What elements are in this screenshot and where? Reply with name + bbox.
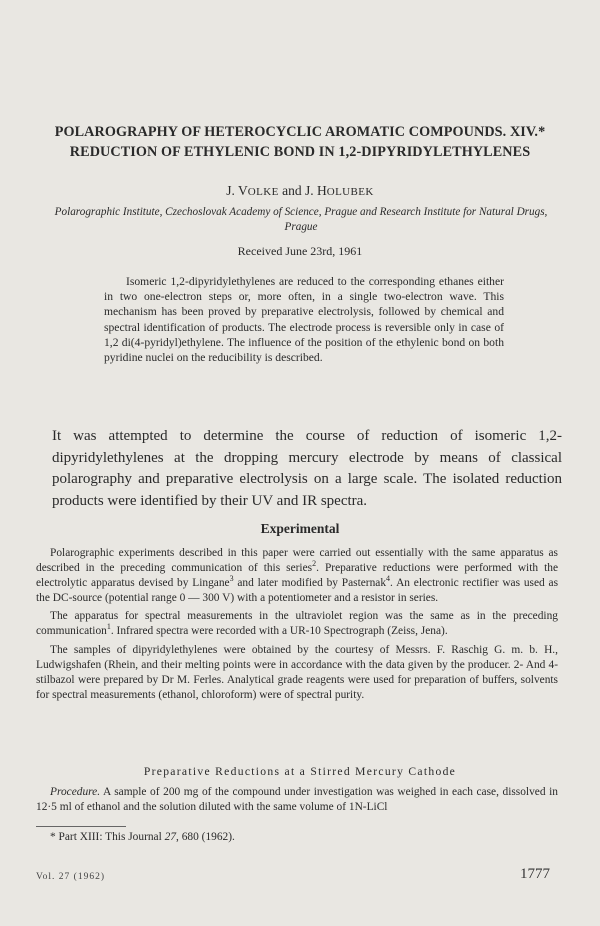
intro-paragraph: It was attempted to determine the course of reduction of isomeric 1,2-dipyridylethylenes at the dropping mercury electrode by means of classical polarography and preparative electrolysis on a large scale. The isolated reduction products were identified by their UV and IR spectra. bbox=[52, 428, 562, 509]
page-number: 1777 bbox=[520, 866, 550, 882]
procedure-label: Procedure. bbox=[50, 786, 101, 798]
footnote-text-b: , 680 (1962). bbox=[176, 831, 235, 843]
received-date: Received June 23rd, 1961 bbox=[237, 244, 363, 258]
author-1-surname: OLKE bbox=[247, 186, 279, 198]
paragraph-spectral bbox=[36, 609, 558, 639]
procedure-text: A sample of 200 mg of the compound under investigation was weighed in each case, dissolved in 12·5 ml of ethanol and the solution diluted with the same volume of 1N-LiCl bbox=[36, 786, 558, 814]
para1-text-a: Polarographic experiments described in this paper were carried out essentially with the same apparatus as described in the preceding communication of this series bbox=[36, 547, 558, 575]
para1-text-c: and later modified by Pasternak bbox=[233, 577, 387, 590]
ref-3: 3 bbox=[229, 574, 234, 584]
para2-text-a: The apparatus for spectral measurements in the ultraviolet region was the same as in the preceding communication bbox=[36, 610, 558, 638]
ref-4: 4 bbox=[386, 574, 391, 584]
article-title bbox=[30, 122, 570, 162]
experimental-body bbox=[36, 546, 558, 706]
para1-text-b: . Preparative reductions were performed with the electrolytic apparatus devised by Lingane bbox=[36, 562, 559, 590]
introduction bbox=[52, 426, 562, 512]
author-2-surname: OLUBEK bbox=[326, 186, 374, 198]
abstract: Isomeric 1,2-dipyridylethylenes are reduced to the corresponding ethanes either in two one-electron steps or, more often, in a single two-electron wave. This mechanism has been proved by preparative electrolysis, followed by chemical and spectral identification of products. The electrode process is reversible only in case of 1,2 di(4-pyridyl)ethylene. The influence of the position of the ethylenic bond on both pyridine nuclei on the reducibility is described. bbox=[104, 275, 504, 365]
section-heading: Experimental bbox=[260, 521, 340, 536]
footnote-volume: 27 bbox=[164, 831, 177, 843]
author-2-initial: J. H bbox=[304, 183, 327, 198]
authors bbox=[30, 183, 570, 200]
paragraph-samples: The samples of dipyridylethylenes were obtained by the courtesy of Messrs. F. Raschig G. m. b. H., Ludwigshafen (Rhein, and their melting points were in accordance with the data given by the producer. 2- And 4-stilbazol were prepared by Dr M. Ferles. Analytical grade reagents were used for preparation of buffers, solvents for spectral measurements (ethanol, chloroform) were of spectral purity. bbox=[36, 643, 558, 701]
procedure-paragraph bbox=[36, 785, 558, 815]
footnote-text-a: * Part XIII: This Journal bbox=[50, 831, 165, 843]
author-1-initial: J. V bbox=[226, 183, 248, 198]
subsection-heading: Preparative Reductions at a Stirred Mercury Cathode bbox=[143, 765, 457, 778]
affiliation: Polarographic Institute, Czechoslovak Academy of Science, Prague and Research Institute for Natural Drugs, Prague bbox=[54, 206, 548, 233]
para2-text-b: . Infrared spectra were recorded with a UR-10 Spectrograph (Zeiss, Jena). bbox=[110, 625, 448, 638]
procedure-body bbox=[36, 785, 558, 815]
ref-1: 1 bbox=[106, 622, 111, 632]
paragraph-apparatus bbox=[36, 546, 558, 606]
ref-2: 2 bbox=[312, 559, 317, 569]
title-line-1: POLAROGRAPHY OF HETEROCYCLIC AROMATIC COMPOUNDS. XIV.* bbox=[54, 124, 546, 140]
para1-text-d: . An electronic rectifier was used as the DC-source (potential range 0 — 300 V) with a potentiometer and a resistor in series. bbox=[36, 577, 558, 605]
title-line-2: REDUCTION OF ETHYLENIC BOND IN 1,2-DIPYRIDYLETHYLENES bbox=[69, 144, 531, 160]
authors-conjunction: and bbox=[278, 183, 305, 198]
journal-volume: Vol. 27 (1962) bbox=[36, 872, 105, 882]
footnote-rule bbox=[36, 826, 126, 827]
footnote bbox=[50, 830, 550, 845]
